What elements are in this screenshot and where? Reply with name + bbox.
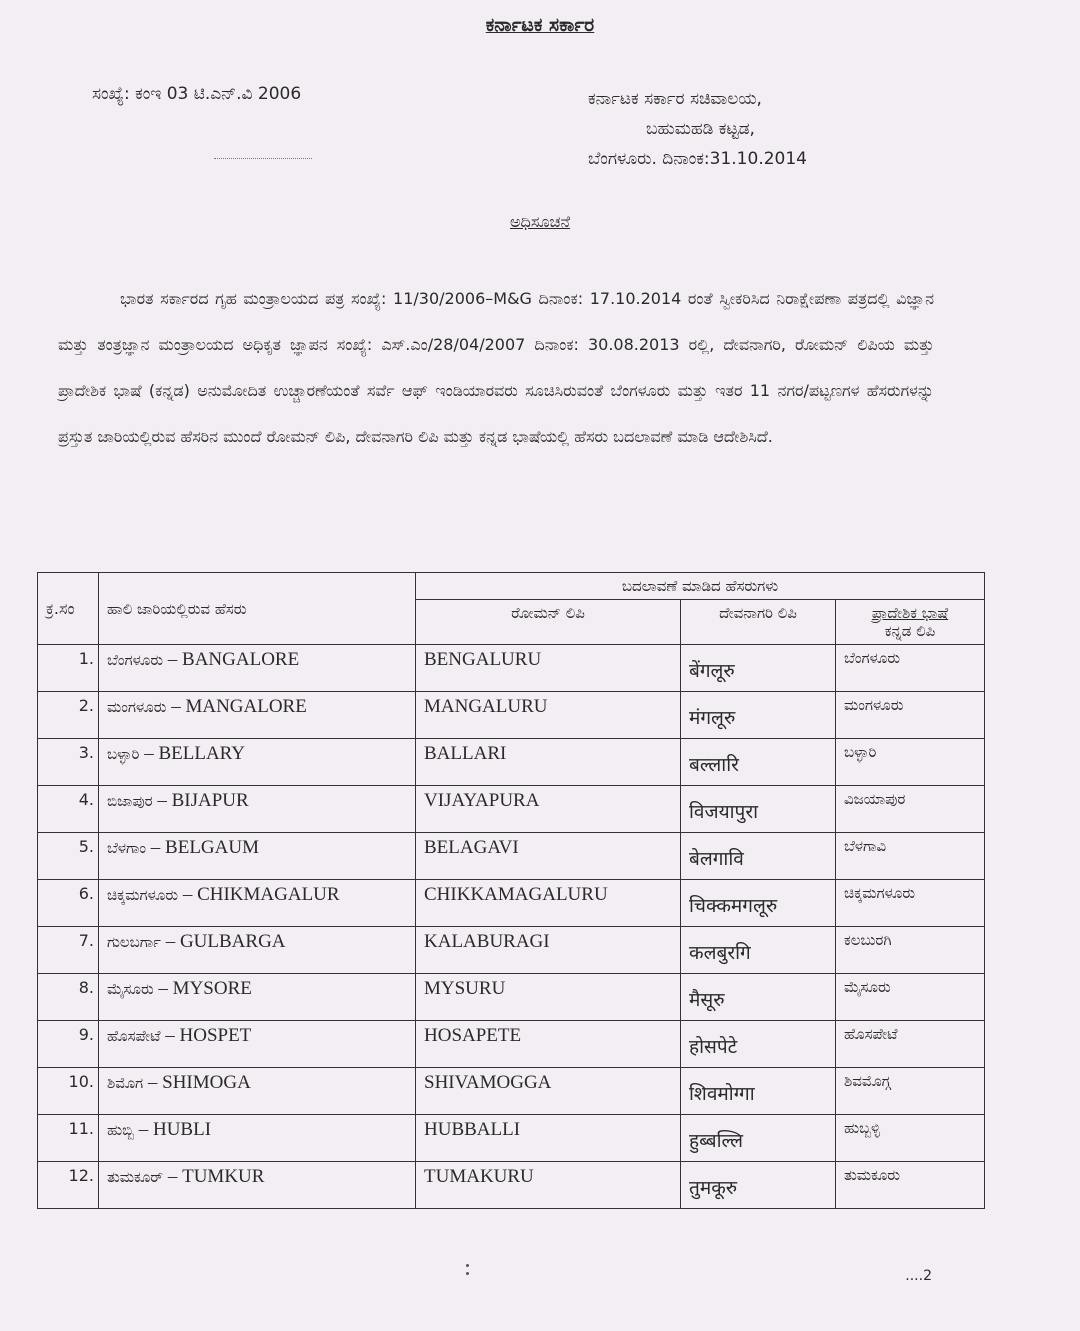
current-name-cell: ಚಿಕ್ಕಮಗಳೂರು – CHIKMAGALUR (99, 880, 416, 927)
office-address (588, 84, 807, 174)
serial-number: 11. (68, 1119, 94, 1138)
serial-cell (38, 974, 99, 1021)
roman-name-cell (416, 645, 681, 692)
kannada-name: ವಿಜಯಾಪುರ (844, 790, 906, 808)
current-name-kannada: ಬೆಂಗಳೂರು (107, 651, 164, 669)
header-current-name: ಹಾಲಿ ಜಾರಿಯಲ್ಲಿರುವ ಹೆಸರು (99, 573, 416, 645)
serial-cell (38, 645, 99, 692)
serial-cell (38, 786, 99, 833)
roman-name: TUMAKURU (424, 1166, 534, 1187)
address-line: ಬೆಂಗಳೂರು. ದಿನಾಂಕ:31.10.2014 (588, 149, 807, 169)
current-name-cell: ಮೈಸೂರು – MYSORE (99, 974, 416, 1021)
serial-number: 8. (78, 978, 94, 997)
current-name-cell: ಮಂಗಳೂರು – MANGALORE (99, 692, 416, 739)
serial-number: 2. (78, 696, 94, 715)
roman-name: KALABURAGI (424, 931, 550, 952)
header-regional-label: ಪ್ರಾದೇಶಿಕ ಭಾಷೆ (871, 604, 949, 622)
header-regional (836, 600, 985, 645)
current-name-cell: ತುಮಕೂರ್ – TUMKUR (99, 1162, 416, 1209)
roman-name-cell (416, 1021, 681, 1068)
current-name-cell: ಹೊಸಪೇಟೆ – HOSPET (99, 1021, 416, 1068)
devanagari-name: बल्लारि (689, 754, 739, 776)
serial-cell (38, 1068, 99, 1115)
devanagari-name-cell (681, 880, 836, 927)
table-row (38, 1162, 985, 1209)
roman-name: HUBBALLI (424, 1119, 521, 1140)
current-name-kannada: ಗುಲಬರ್ಗಾ (107, 933, 161, 951)
kannada-name: ಚಿಕ್ಕಮಗಳೂರು (844, 884, 916, 902)
devanagari-name: बेलगावि (689, 848, 744, 870)
kannada-name: ಮೈಸೂರು (844, 978, 891, 996)
roman-name: BENGALURU (424, 649, 542, 670)
roman-name-cell (416, 1068, 681, 1115)
kannada-name-cell (836, 974, 985, 1021)
kannada-name-cell (836, 645, 985, 692)
devanagari-name: हुब्बल्लि (689, 1130, 743, 1152)
decorative-divider (214, 158, 312, 159)
serial-cell (38, 692, 99, 739)
roman-name-cell (416, 1115, 681, 1162)
table-body (38, 645, 985, 1209)
devanagari-name-cell (681, 786, 836, 833)
kannada-name: ಹುಬ್ಬಳ್ಳಿ (844, 1119, 881, 1137)
kannada-name-cell (836, 1021, 985, 1068)
current-name-english: HOSPET (179, 1025, 252, 1046)
current-name-cell: ಬೆಳಗಾಂ – BELGAUM (99, 833, 416, 880)
current-name-english: SHIMOGA (162, 1072, 251, 1093)
continued-marker: ....2 (905, 1268, 932, 1284)
serial-number: 6. (78, 884, 94, 903)
serial-cell (38, 1162, 99, 1209)
roman-name: BELAGAVI (424, 837, 519, 858)
roman-name-cell (416, 880, 681, 927)
current-name-kannada: ಹುಬ್ಬಿ (107, 1121, 134, 1139)
devanagari-name-cell (681, 974, 836, 1021)
roman-name: VIJAYAPURA (424, 790, 540, 811)
table-row (38, 1021, 985, 1068)
current-name-cell: ಬಿಜಾಪುರ – BIJAPUR (99, 786, 416, 833)
scan-speck (466, 1264, 469, 1267)
kannada-name-cell (836, 833, 985, 880)
devanagari-name: बेंगलूरु (689, 660, 735, 682)
kannada-name: ಬಳ್ಳಾರಿ (844, 743, 877, 761)
name-change-table (37, 572, 985, 1209)
devanagari-name: होसपेटे (689, 1036, 738, 1058)
devanagari-name: मंगलूरु (689, 707, 736, 729)
government-title: ಕರ್ನಾಟಕ ಸರ್ಕಾರ (485, 14, 595, 36)
kannada-name: ಶಿವಮೊಗ್ಗ (844, 1072, 891, 1090)
current-name-english: BIJAPUR (171, 790, 249, 811)
current-name-english: TUMKUR (182, 1166, 265, 1187)
reference-number: ಸಂಖ್ಯೆ: ಕಂಇ 03 ಟಿ.ಎನ್.ವಿ 2006 (92, 84, 302, 104)
devanagari-name-cell (681, 645, 836, 692)
devanagari-name-cell (681, 833, 836, 880)
current-name-cell: ಬಳ್ಳಾರಿ – BELLARY (99, 739, 416, 786)
current-name-kannada: ಮೈಸೂರು (107, 980, 154, 998)
serial-number: 5. (78, 837, 94, 856)
serial-cell (38, 927, 99, 974)
kannada-name-cell (836, 927, 985, 974)
table-row (38, 1068, 985, 1115)
current-name-english: MANGALORE (185, 696, 307, 717)
kannada-name: ಹೊಸಪೇಟೆ (844, 1025, 898, 1043)
header-devanagari: ದೇವನಾಗರಿ ಲಿಪಿ (681, 600, 836, 645)
kannada-name-cell (836, 1162, 985, 1209)
roman-name-cell (416, 833, 681, 880)
serial-number: 3. (78, 743, 94, 762)
address-line: ಬಹುಮಹಡಿ ಕಟ್ಟಡ, (646, 119, 755, 139)
table-row (38, 927, 985, 974)
current-name-cell: ಬೆಂಗಳೂರು – BANGALORE (99, 645, 416, 692)
current-name-english: HUBLI (152, 1119, 212, 1140)
table-row (38, 739, 985, 786)
devanagari-name: विजयापुरा (689, 801, 759, 823)
devanagari-name: चिक्कमगलूरु (689, 895, 778, 917)
current-name-kannada: ಹೊಸಪೇಟೆ (107, 1027, 161, 1045)
serial-cell (38, 1021, 99, 1068)
kannada-name-cell (836, 1068, 985, 1115)
roman-name-cell (416, 739, 681, 786)
table-row (38, 692, 985, 739)
table-row (38, 833, 985, 880)
kannada-name-cell (836, 1115, 985, 1162)
current-name-kannada: ಶಿಮೊಗ (107, 1074, 144, 1092)
serial-number: 4. (78, 790, 94, 809)
current-name-english: MYSORE (172, 978, 252, 999)
kannada-name: ಬೆಳಗಾವಿ (844, 837, 887, 855)
header-serial: ಕ್ರ.ಸಂ (38, 573, 99, 645)
serial-number: 10. (68, 1072, 94, 1091)
header-changed-names: ಬದಲಾವಣೆ ಮಾಡಿದ ಹೆಸರುಗಳು (416, 573, 985, 600)
roman-name: MYSURU (424, 978, 506, 999)
roman-name-cell (416, 692, 681, 739)
roman-name-cell (416, 1162, 681, 1209)
header-roman: ರೋಮನ್ ಲಿಪಿ (416, 600, 681, 645)
kannada-name: ಮಂಗಳೂರು (844, 696, 904, 714)
current-name-english: CHIKMAGALUR (197, 884, 340, 905)
serial-cell (38, 833, 99, 880)
current-name-cell: ಶಿಮೊಗ – SHIMOGA (99, 1068, 416, 1115)
current-name-kannada: ತುಮಕೂರ್ (107, 1168, 164, 1186)
kannada-name-cell (836, 880, 985, 927)
kannada-name-cell (836, 786, 985, 833)
table-row (38, 880, 985, 927)
devanagari-name-cell (681, 1021, 836, 1068)
devanagari-name-cell (681, 927, 836, 974)
current-name-kannada: ಬಳ್ಳಾರಿ (107, 745, 140, 763)
current-name-english: BELGAUM (165, 837, 259, 858)
current-name-kannada: ಬೆಳಗಾಂ (107, 839, 147, 857)
header-regional-sub: ಕನ್ನಡ ಲಿಪಿ (884, 622, 936, 640)
roman-name-cell (416, 974, 681, 1021)
devanagari-name-cell (681, 739, 836, 786)
serial-cell (38, 880, 99, 927)
roman-name: CHIKKAMAGALURU (424, 884, 608, 905)
serial-number: 12. (68, 1166, 94, 1185)
table-row (38, 1115, 985, 1162)
roman-name-cell (416, 786, 681, 833)
serial-number: 1. (78, 649, 94, 668)
current-name-kannada: ಚಿಕ್ಕಮಗಳೂರು (107, 886, 179, 904)
devanagari-name: शिवमोग्गा (689, 1083, 755, 1105)
current-name-kannada: ಮಂಗಳೂರು (107, 698, 167, 716)
devanagari-name-cell (681, 692, 836, 739)
serial-cell (38, 739, 99, 786)
address-line: ಕರ್ನಾಟಕ ಸರ್ಕಾರ ಸಚಿವಾಲಯ, (588, 89, 762, 109)
roman-name: BALLARI (424, 743, 507, 764)
notification-title: ಅಧಿಸೂಚನೆ (509, 212, 571, 231)
kannada-name: ಬೆಂಗಳೂರು (844, 649, 901, 667)
current-name-cell: ಹುಬ್ಬಿ – HUBLI (99, 1115, 416, 1162)
devanagari-name: तुमकूरु (689, 1177, 738, 1199)
current-name-kannada: ಬಿಜಾಪುರ (107, 792, 153, 810)
devanagari-name-cell (681, 1115, 836, 1162)
roman-name: HOSAPETE (424, 1025, 522, 1046)
current-name-english: BANGALORE (182, 649, 300, 670)
devanagari-name: कलबुरगि (689, 942, 751, 964)
serial-cell (38, 1115, 99, 1162)
devanagari-name: मैसूरु (689, 989, 725, 1011)
devanagari-name-cell (681, 1162, 836, 1209)
table-row (38, 974, 985, 1021)
notification-body (58, 276, 934, 460)
current-name-cell: ಗುಲಬರ್ಗಾ – GULBARGA (99, 927, 416, 974)
roman-name: MANGALURU (424, 696, 548, 717)
serial-number: 7. (78, 931, 94, 950)
current-name-english: GULBARGA (179, 931, 286, 952)
serial-number: 9. (78, 1025, 94, 1044)
table-row (38, 786, 985, 833)
roman-name: SHIVAMOGGA (424, 1072, 552, 1093)
body-paragraph: ಭಾರತ ಸರ್ಕಾರದ ಗೃಹ ಮಂತ್ರಾಲಯದ ಪತ್ರ ಸಂಖ್ಯೆ: 11/30/2006–M&G ದಿನಾಂಕ: 17.10.2014 ರಂತೆ ಸ್ವೀಕರಿಸಿದ ನಿರಾಕ್ಷೇಪಣಾ ಪತ್ರದಲ್ಲಿ ವಿಜ್ಞಾನ ಮತ್ತು ತಂತ್ರಜ್ಞಾನ ಮಂತ್ರಾಲಯದ ಅಧಿಕೃತ ಜ್ಞಾಪನ ಸಂಖ್ಯೆ: ಎಸ್.ಎಂ/28/04/2007 ದಿನಾಂಕ: 30.08.2013 ರಲ್ಲಿ, ದೇವನಾಗರಿ, ರೋಮನ್ ಲಿಪಿಯ ಮತ್ತು ಪ್ರಾದೇಶಿಕ ಭಾಷೆ (ಕನ್ನಡ) ಅನುಮೋದಿತ ಉಚ್ಚಾರಣೆಯಂತೆ ಸರ್ವೆ ಆಫ್ ಇಂಡಿಯಾರವರು ಸೂಚಿಸಿರುವಂತೆ ಬೆಂಗಳೂರು ಮತ್ತು ಇತರ 11 ನಗರ/ಪಟ್ಟಣಗಳ ಹೆಸರುಗಳನ್ನು ಪ್ರಸ್ತುತ ಜಾರಿಯಲ್ಲಿರುವ ಹೆಸರಿನ ಮುಂದೆ ರೋಮನ್ ಲಿಪಿ, ದೇವನಾಗರಿ ಲಿಪಿ ಮತ್ತು ಕನ್ನಡ ಭಾಷೆಯಲ್ಲಿ ಹೆಸರು ಬದಲಾವಣೆ ಮಾಡಿ ಆದೇಶಿಸಿದೆ. (58, 289, 934, 446)
kannada-name-cell (836, 692, 985, 739)
kannada-name: ತುಮಕೂರು (844, 1166, 901, 1184)
scan-speck (466, 1272, 469, 1275)
kannada-name: ಕಲಬುರಗಿ (844, 931, 892, 949)
table-row (38, 645, 985, 692)
current-name-english: BELLARY (158, 743, 246, 764)
devanagari-name-cell (681, 1068, 836, 1115)
roman-name-cell (416, 927, 681, 974)
kannada-name-cell (836, 739, 985, 786)
